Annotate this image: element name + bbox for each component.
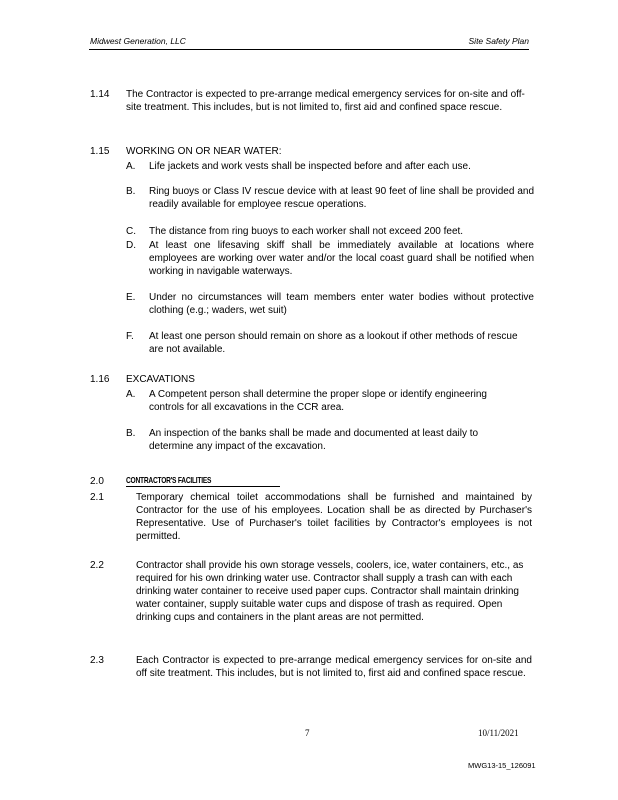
list-item: At least one lifesaving skiff shall be immediately available at locations where employees are working over water and/or the local coast guard shall be notified when working in navigable waterways. [149,240,534,277]
section-2-1-text: Temporary chemical toilet accommodations shall be furnished and maintained by Contractor for the use of his employees. Location shall be as directed by Purchaser's Representative. Use of Purchaser's toilet facilities by Contractor's employees is not permitted. [136,492,532,542]
section-2-2-text: Contractor shall provide his own storage vessels, coolers, ice, water containers, etc., as required for his own drinking water use. Contractor shall supply a trash can with each drinking water container to receive used paper cups. Contractor shall maintain drinking water container, supply suitable water cups and dispose of trash as required. Open drinking cups and containers in the plant areas are not permitted. [136,560,524,623]
item-letter: B. [126,428,136,439]
document-id: MWG13-15_126091 [468,761,536,770]
section-title-underline [126,486,280,487]
section-2-3-text: Each Contractor is expected to pre-arrange medical emergency services for on-site and off site treatment. This includes, but is not limited to, first aid and confined space rescue. [136,655,532,679]
section-number: 2.3 [90,655,104,666]
section-number: 1.16 [90,374,110,385]
list-item: Life jackets and work vests shall be inspected before and after each use. [149,161,471,172]
list-item: Under no circumstances will team members enter water bodies without protective clothing (e.g.; waders, wet suit) [149,292,534,316]
item-letter: A. [126,161,136,172]
section-number: 1.14 [90,89,110,100]
list-item: Ring buoys or Class IV rescue device with at least 90 feet of line shall be provided and readily available for employee rescue operations. [149,186,534,210]
list-item: An inspection of the banks shall be made and documented at least daily to determine any impact of the excavation. [149,428,479,452]
section-2-0-title: CONTRACTOR'S FACILITIES [126,475,212,485]
item-letter: A. [126,389,136,400]
item-letter: B. [126,186,136,197]
section-1-16-title: EXCAVATIONS [126,374,195,385]
item-letter: E. [126,292,136,303]
section-number: 2.2 [90,560,104,571]
page-number: 7 [305,728,310,738]
section-number: 2.0 [90,476,104,487]
section-number: 1.15 [90,146,110,157]
header-doc-title: Site Safety Plan [468,36,529,46]
item-letter: D. [126,240,136,251]
item-letter: F. [126,331,134,342]
section-1-14-text: The Contractor is expected to pre-arrange medical emergency services for on-site and off-site treatment. This includes, but is not limited to, first aid and confined space rescue. [126,89,525,113]
item-letter: C. [126,226,136,237]
section-1-15-title: WORKING ON OR NEAR WATER: [126,146,282,157]
list-item: The distance from ring buoys to each worker shall not exceed 200 feet. [149,226,464,237]
list-item: A Competent person shall determine the proper slope or identify engineering controls for all excavations in the CCR area. [149,389,487,413]
list-item: At least one person should remain on shore as a lookout if other methods of rescue are not available. [149,331,518,355]
footer-date: 10/11/2021 [478,728,519,738]
header-rule [89,49,529,50]
section-number: 2.1 [90,492,104,503]
header-company: Midwest Generation, LLC [90,36,186,46]
